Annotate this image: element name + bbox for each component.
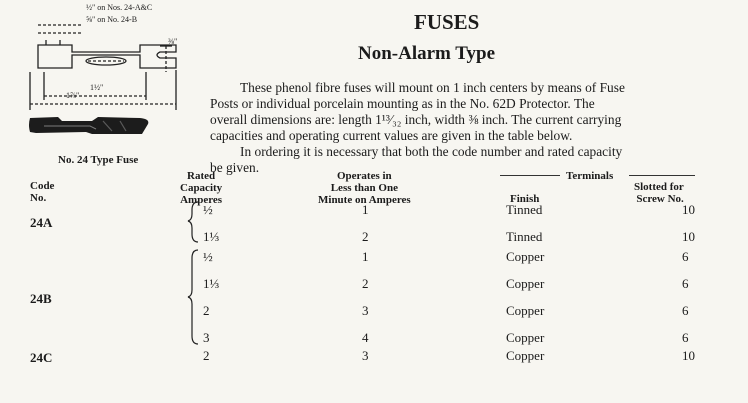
cell-finish: Tinned (506, 202, 543, 217)
col-header-operates: Operates in Less than One Minute on Amperes (318, 170, 411, 206)
cell-operates: 3 (362, 348, 369, 363)
fuse-terminal-tab (46, 40, 60, 45)
cell-operates: 3 (362, 303, 369, 318)
dim-label-top-a: ½" on Nos. 24-A&C (86, 3, 153, 12)
terminals-header: Terminals (566, 170, 614, 182)
cell-finish: Copper (506, 276, 545, 291)
cell-screw: 6 (682, 330, 689, 345)
brace-24b (188, 250, 198, 344)
brace-24a (188, 202, 198, 242)
dim-label-inner-length: 1½" (90, 83, 104, 92)
cell-operates: 1 (362, 202, 369, 217)
cell-operates: 2 (362, 276, 369, 291)
paragraph-line-3: overall dimensions are: length 1¹³⁄₃₂ inch, width ⅜ inch. The current carrying (210, 112, 622, 127)
cell-rated: 1⅓ (203, 276, 220, 291)
cell-screw: 6 (682, 303, 689, 318)
code-24a: 24A (30, 215, 53, 230)
cell-screw: 10 (682, 229, 695, 244)
paragraph-line-4: capacities and operating current values are given in the table below. (210, 128, 573, 143)
paragraph-line-2: Posts or individual porcelain mounting as in the No. 62D Protector. The (210, 96, 595, 111)
cell-rated: ½ (203, 249, 213, 264)
page-subtitle: Non-Alarm Type (358, 43, 496, 64)
figure-caption: No. 24 Type Fuse (58, 154, 139, 166)
paragraph-line-1: These phenol fibre fuses will mount on 1 inch centers by means of Fuse (240, 80, 625, 95)
cell-rated: 2 (203, 348, 210, 363)
cell-finish: Copper (506, 303, 545, 318)
cell-finish: Copper (506, 330, 545, 345)
cell-screw: 10 (682, 202, 695, 217)
paragraph-line-6: be given. (210, 160, 260, 175)
dim-label-top-b: ⅝" on No. 24-B (86, 15, 138, 24)
terminals-rule-right (629, 175, 695, 176)
cell-rated: 3 (203, 330, 210, 345)
col-header-code: Code No. (30, 180, 55, 204)
page-title: FUSES (414, 10, 480, 34)
cell-rated: ½ (203, 202, 213, 217)
cell-screw: 10 (682, 348, 695, 363)
cell-rated: 2 (203, 303, 210, 318)
code-24c: 24C (30, 350, 53, 365)
cell-screw: 6 (682, 249, 689, 264)
col-header-slotted: Slotted for Screw No. (634, 181, 684, 205)
cell-screw: 6 (682, 276, 689, 291)
cell-finish: Copper (506, 249, 545, 264)
dim-label-width: ⅜" (168, 37, 178, 46)
cell-operates: 4 (362, 330, 369, 345)
cell-finish: Copper (506, 348, 545, 363)
col-header-finish: Finish (510, 193, 540, 205)
cell-rated: 1⅓ (203, 229, 220, 244)
col-header-rated: Rated Capacity Amperes (180, 170, 223, 206)
dim-label-overall-length: 1⅞" (66, 91, 80, 100)
paragraph-line-5: In ordering it is necessary that both the code number and rated capacity (240, 144, 623, 159)
code-24b: 24B (30, 291, 52, 306)
terminals-rule-left (500, 175, 560, 176)
cell-operates: 1 (362, 249, 369, 264)
cell-finish: Tinned (506, 229, 543, 244)
cell-operates: 2 (362, 229, 369, 244)
